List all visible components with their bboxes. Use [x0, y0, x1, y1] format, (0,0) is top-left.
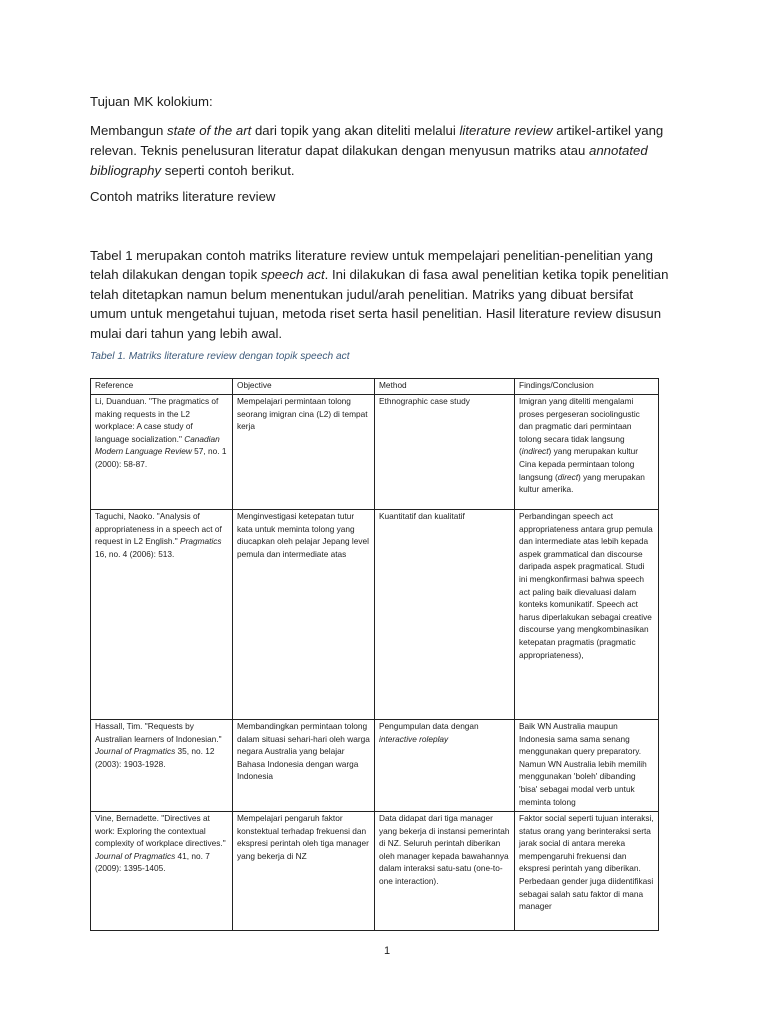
table-row	[91, 395, 659, 510]
section-heading: Tujuan MK kolokium:	[90, 94, 213, 109]
reference-cell: Hassall, Tim. "Requests by Australian learners of Indonesian." Journal of Pragmatics 35, no. 12 (2003): 1903-1928.	[91, 720, 233, 812]
findings-cell: Perbandingan speech act appropriateness antara grup pemula dan intermediate atas lebih kepada aspek grammatical dan discourse daripada aspek pragmatical. Studi ini mengkonfirmasi bahwa speech act paling baik dievaluasi dalam konteks komunikatif. Speech act harus diperlakukan sebagai creative discourse yang mengkombinasikan ketepatan pragmatis (pragmatic appropriateness),	[515, 510, 659, 720]
objective-cell: Menginvestigasi ketepatan tutur kata untuk meminta tolong yang diucapkan oleh pelajar Jepang level pemula dan intermediate atas	[233, 510, 375, 720]
table-caption: Tabel 1. Matriks literature review dengan topik speech act	[90, 351, 350, 362]
objective-cell: Mempelajari pengaruh faktor konstektual terhadap frekuensi dan ekspresi perintah oleh tiga manager yang bekerja di NZ	[233, 812, 375, 931]
findings-cell: Faktor social seperti tujuan interaksi, status orang yang berinteraksi serta jarak social di antara mereka mempengaruhi frekuensi dan ekspresi perintah yang diberikan. Perbedaan gender juga diidentifikasi sebagai salah satu faktor di mana manager	[515, 812, 659, 931]
header-objective: Objective	[233, 379, 375, 395]
table-header-row	[91, 379, 659, 395]
header-reference: Reference	[91, 379, 233, 395]
method-cell: Kuantitatif dan kualitatif	[375, 510, 515, 720]
reference-cell: Vine, Bernadette. "Directives at work: Exploring the contextual complexity of workplace directives." Journal of Pragmatics 41, no. 7 (2009): 1395-1405.	[91, 812, 233, 931]
objective-cell: Membandingkan permintaan tolong dalam situasi sehari-hari oleh warga negara Australia yang belajar Bahasa Indonesia dengan warga Indonesia	[233, 720, 375, 812]
method-cell: Data didapat dari tiga manager yang bekerja di instansi pemerintah di NZ. Seluruh perintah diberikan oleh manager kepada bawahannya dalam interaksi satu-satu (one-to-one interaction).	[375, 812, 515, 931]
intro-paragraph: Membangun state of the art dari topik yang akan diteliti melalui literature review artikel-artikel yang relevan. Teknis penelusuran literatur dapat dilakukan dengan menyusun matriks atau annotated bibliography seperti contoh berikut.	[90, 123, 664, 178]
header-findings: Findings/Conclusion	[515, 379, 659, 395]
reference-cell: Li, Duanduan. "The pragmatics of making requests in the L2 workplace: A case study of language socialization." Canadian Modern Language Review 57, no. 1 (2000): 58-87.	[91, 395, 233, 510]
table-row	[91, 812, 659, 931]
method-cell: Ethnographic case study	[375, 395, 515, 510]
table-row	[91, 510, 659, 720]
page-number: 1	[384, 945, 391, 957]
table-row	[91, 720, 659, 812]
example-title: Contoh matriks literature review	[90, 189, 276, 204]
findings-cell: Imigran yang diteliti mengalami proses pergeseran sociolingustic dan pragmatic dari permintaan tolong secara tidak langsung (indirect) yang merupakan kultur Cina kepada permintaan tolong langsung (direct) yang merupakan kultur amerika.	[515, 395, 659, 510]
method-cell: Pengumpulan data dengan interactive roleplay	[375, 720, 515, 812]
objective-cell: Mempelajari permintaan tolong seorang imigran cina (L2) di tempat kerja	[233, 395, 375, 510]
header-method: Method	[375, 379, 515, 395]
reference-cell: Taguchi, Naoko. "Analysis of appropriateness in a speech act of request in L2 English." Pragmatics 16, no. 4 (2006): 513.	[91, 510, 233, 720]
body-paragraph: Tabel 1 merupakan contoh matriks literature review untuk mempelajari penelitian-penelitian yang telah dilakukan dengan topik speech act. Ini dilakukan di fasa awal penelitian ketika topik penelitian telah ditetapkan namun belum menentukan judul/arah penelitian. Matriks yang dibuat bersifat umum untuk mengetahui tujuan, metoda riset serta hasil penelitian. Hasil literature review disusun mulai dari tahun yang lebih awal.	[90, 248, 669, 341]
literature-matrix-table	[90, 378, 659, 931]
findings-cell: Baik WN Australia maupun Indonesia sama sama senang menggunakan query preparatory. Namun WN Australia lebih memilih menggunakan 'boleh' dibanding 'bisa' sebagai modal verb untuk meminta tolong	[515, 720, 659, 812]
